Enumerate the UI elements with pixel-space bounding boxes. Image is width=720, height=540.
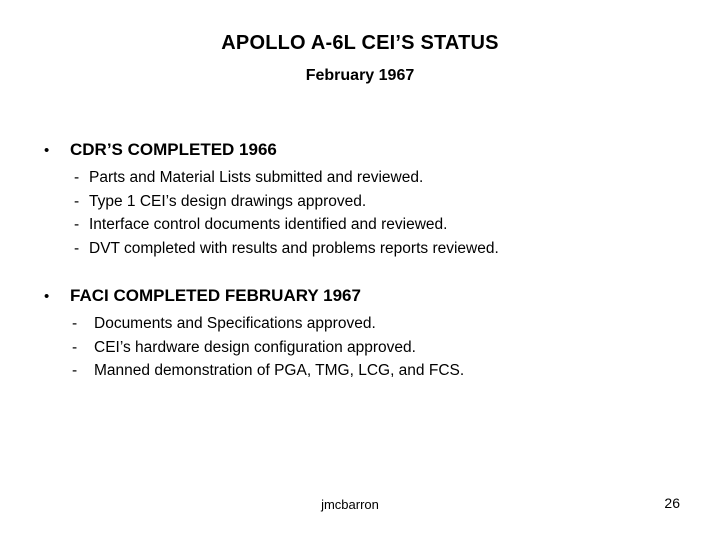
dash-marker: - (74, 239, 80, 257)
section-title: CDR’S COMPLETED 1966 (70, 140, 277, 159)
slide-title: APOLLO A-6L CEI’S STATUS (221, 32, 499, 54)
page-number: 26 (664, 495, 680, 511)
sub-list (74, 166, 684, 260)
dash-marker: - (74, 169, 80, 186)
footer-author: jmcbarron (321, 497, 379, 512)
list-item (72, 336, 684, 360)
list-item-text: DVT completed with results and problems reports reviewed. (89, 239, 499, 257)
section-header (44, 140, 684, 164)
bullet-icon: • (44, 142, 50, 159)
sub-list (72, 312, 684, 383)
list-item (74, 166, 684, 190)
list-item (74, 237, 684, 261)
list-item (72, 312, 684, 336)
section-cdr (44, 140, 684, 260)
dash-marker: - (74, 216, 80, 233)
list-item-text: Documents and Specifications approved. (94, 315, 376, 332)
list-item (74, 213, 684, 237)
list-item-text: Interface control documents identified and reviewed. (89, 216, 448, 233)
bullet-icon: • (44, 288, 50, 305)
list-item (72, 359, 684, 383)
slide-subtitle: February 1967 (305, 67, 415, 84)
dash-marker: - (72, 362, 78, 379)
list-item (74, 190, 684, 214)
list-item-text: Type 1 CEI’s design drawings approved. (89, 192, 367, 210)
section-title: FACI COMPLETED FEBRUARY 1967 (70, 286, 361, 305)
dash-marker: - (72, 315, 78, 332)
list-item-text: CEI’s hardware design configuration approved. (94, 338, 416, 356)
section-faci (44, 286, 684, 383)
section-header (44, 286, 684, 310)
list-item-text: Parts and Material Lists submitted and reviewed. (89, 169, 424, 186)
dash-marker: - (74, 192, 80, 210)
list-item-text: Manned demonstration of PGA, TMG, LCG, and FCS. (94, 362, 465, 379)
dash-marker: - (72, 338, 78, 356)
